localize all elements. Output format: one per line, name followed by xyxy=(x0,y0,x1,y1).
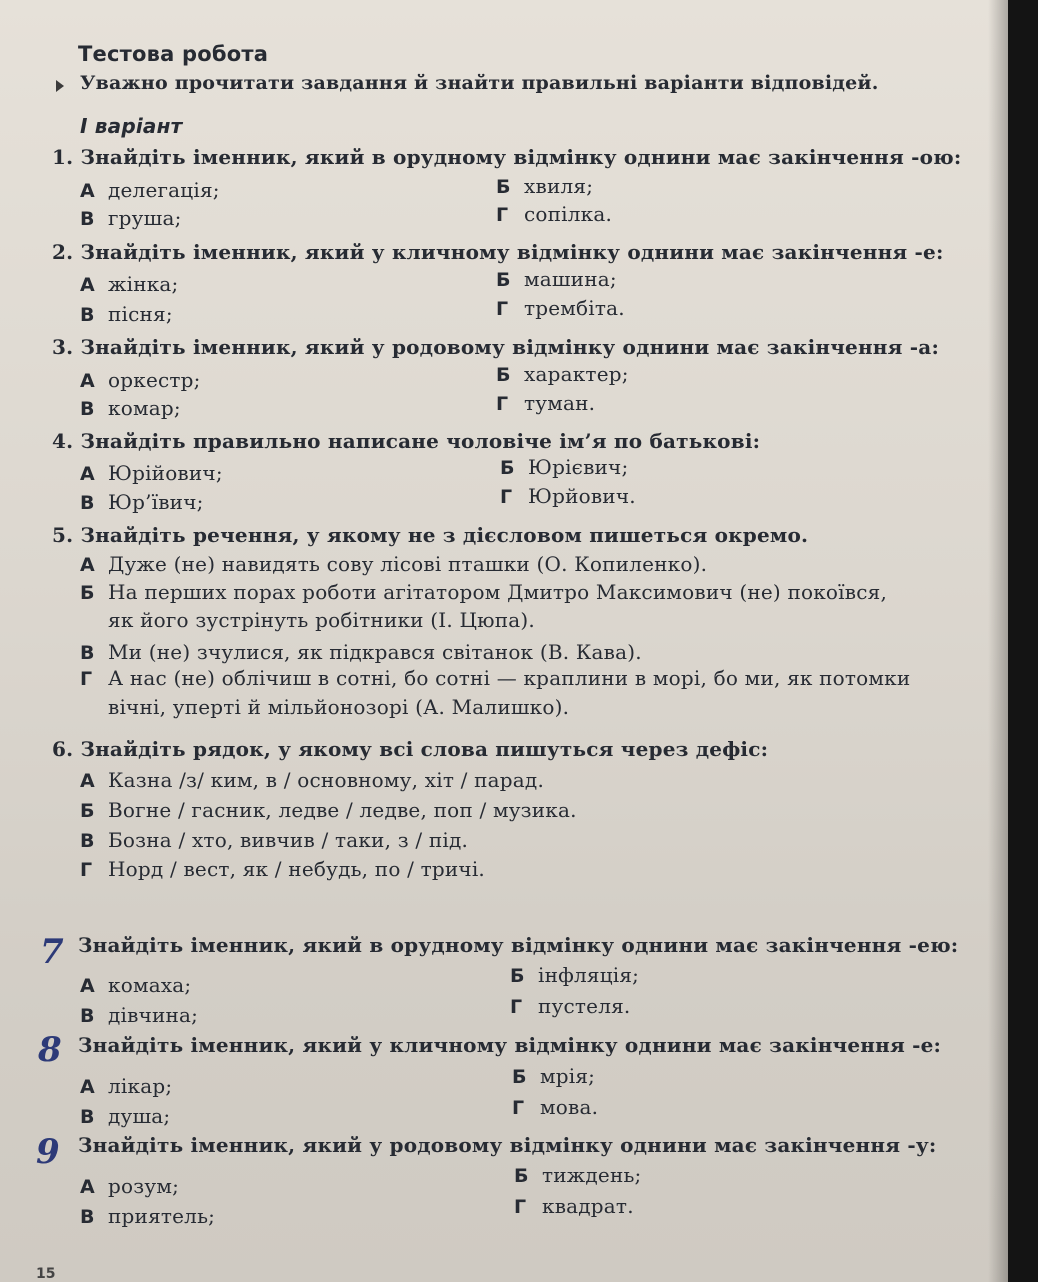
option-3a: А оркестр; xyxy=(80,368,201,392)
option-7d: Г пустеля. xyxy=(510,994,631,1018)
option-1a: А делегація; xyxy=(80,178,220,202)
option-9b: Б тиждень; xyxy=(514,1163,642,1187)
page-title: Тестова робота xyxy=(78,42,269,66)
option-9a: А розум; xyxy=(80,1174,180,1198)
option-5a: А Дуже (не) навидять сову лісові пташки (О. Копиленко). xyxy=(80,552,708,576)
option-2a: А жінка; xyxy=(80,272,179,296)
question-7: Знайдіть іменник, який в орудному відмінку однини має закінчення -ею: xyxy=(78,933,959,957)
option-6d: Г Норд / вест, як / небудь, по / тричі. xyxy=(80,857,485,881)
option-1d: Г сопілка. xyxy=(496,202,613,226)
handwritten-number-7: 7 xyxy=(40,932,64,972)
instruction: Уважно прочитати завдання й знайти правильні варіанти відповідей. xyxy=(80,72,879,94)
option-4a: А Юрійович; xyxy=(80,461,223,485)
option-8c: В душа; xyxy=(80,1104,171,1128)
question-8: Знайдіть іменник, який у кличному відмінку однини має закінчення -е: xyxy=(78,1033,942,1057)
option-4c: В Юр’ївич; xyxy=(80,490,204,514)
question-2: 2. Знайдіть іменник, який у кличному відмінку однини має закінчення -е: xyxy=(52,240,944,264)
bullet-arrow-icon xyxy=(56,80,64,92)
option-5b-line2: як його зустрінуть робітники (І. Цюпа). xyxy=(108,608,535,632)
option-3d: Г туман. xyxy=(496,391,596,415)
option-5b: Б На перших порах роботи агітатором Дмитро Максимович (не) покоївся, xyxy=(80,580,888,604)
option-3b: Б характер; xyxy=(496,362,629,386)
option-8d: Г мова. xyxy=(512,1095,599,1119)
option-2d: Г трембіта. xyxy=(496,296,625,320)
option-7b: Б інфляція; xyxy=(510,963,640,987)
option-4d: Г Юрйович. xyxy=(500,484,636,508)
option-7c: В дівчина; xyxy=(80,1003,199,1027)
handwritten-number-8: 8 xyxy=(38,1030,62,1070)
option-6a: А Казна /з/ ким, в / основному, хіт / парад. xyxy=(80,768,545,792)
option-7a: А комаха; xyxy=(80,973,192,997)
question-4: 4. Знайдіть правильно написане чоловіче ім’я по батькові: xyxy=(52,429,761,453)
option-2c: В пісня; xyxy=(80,302,173,326)
option-5d: Г А нас (не) облічиш в сотні, бо сотні — краплини в морі, бо ми, як потомки xyxy=(80,666,911,690)
option-4b: Б Юрієвич; xyxy=(500,455,629,479)
option-9c: В приятель; xyxy=(80,1204,216,1228)
option-1c: В груша; xyxy=(80,206,182,230)
option-5d-line2: вічні, уперті й мільйонозорі (А. Малишко). xyxy=(108,695,570,719)
option-6b: Б Вогне / гасник, ледве / ледве, поп / музика. xyxy=(80,798,577,822)
variant-label: I варіант xyxy=(80,114,183,138)
question-9: Знайдіть іменник, який у родовому відмінку однини має закінчення -у: xyxy=(78,1133,937,1157)
option-5c: В Ми (не) зчулися, як підкрався світанок (В. Кава). xyxy=(80,640,642,664)
question-3: 3. Знайдіть іменник, який у родовому відмінку однини має закінчення -а: xyxy=(52,335,940,359)
page-number: 15 xyxy=(36,1266,56,1282)
question-6: 6. Знайдіть рядок, у якому всі слова пишуться через дефіс: xyxy=(52,737,769,761)
option-6c: В Бозна / хто, вивчив / таки, з / під. xyxy=(80,828,469,852)
option-9d: Г квадрат. xyxy=(514,1194,634,1218)
page-edge-shadow xyxy=(988,0,1008,1282)
option-8a: А лікар; xyxy=(80,1074,173,1098)
option-1b: Б хвиля; xyxy=(496,174,594,198)
option-3c: В комар; xyxy=(80,396,181,420)
background-edge xyxy=(1008,0,1038,1282)
option-8b: Б мрія; xyxy=(512,1064,596,1088)
question-5: 5. Знайдіть речення, у якому не з дієсловом пишеться окремо. xyxy=(52,523,809,547)
question-1: 1. Знайдіть іменник, який в орудному відмінку однини має закінчення -ою: xyxy=(52,145,962,169)
handwritten-number-9: 9 xyxy=(36,1132,60,1172)
option-2b: Б машина; xyxy=(496,267,617,291)
